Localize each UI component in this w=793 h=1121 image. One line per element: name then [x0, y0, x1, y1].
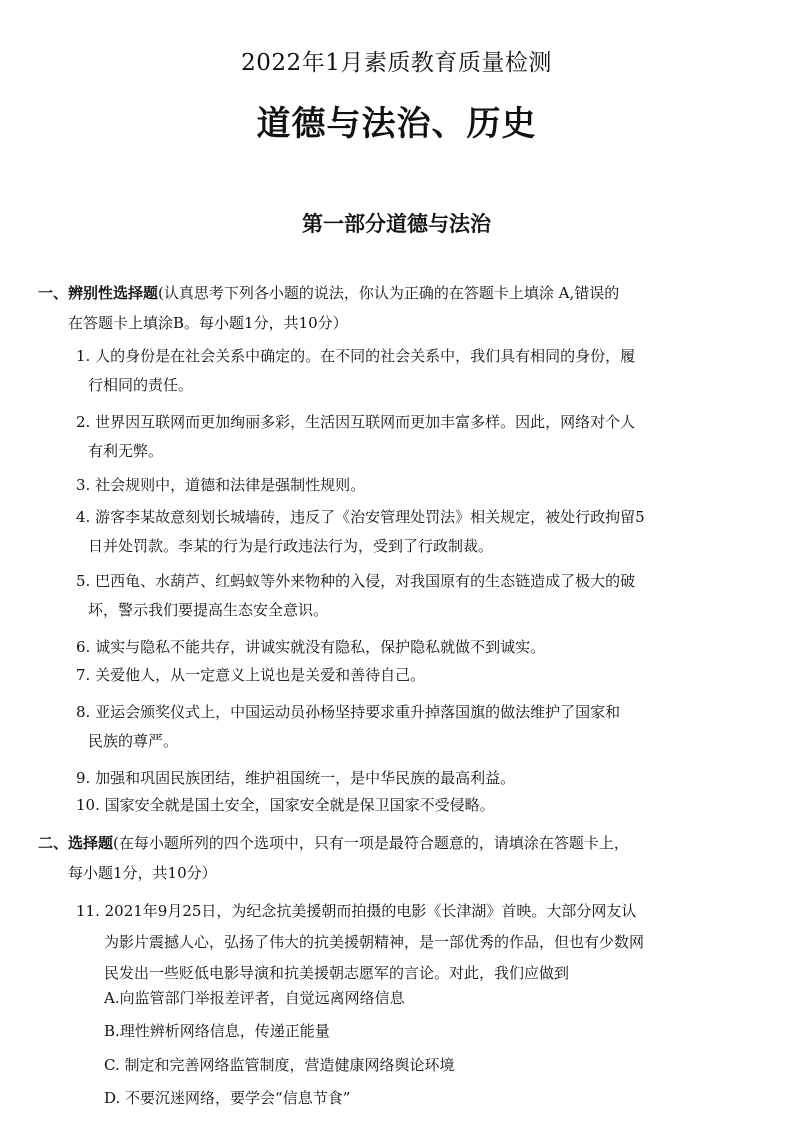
- question-item-5: [76, 567, 758, 625]
- question-text-cont: 坏，警示我们要提高生态安全意识。: [88, 601, 329, 619]
- question-item-10: [76, 791, 758, 820]
- subject-title: 道德与法治、历史: [256, 104, 537, 144]
- question-item-6: [76, 633, 758, 662]
- question-text: 5. 巴西龟、水葫芦、红蚂蚁等外来物种的入侵，对我国原有的生态链造成了极大的破: [76, 572, 636, 590]
- section1-title: 一、辨别性选择题: [38, 284, 159, 302]
- section1-heading: [38, 278, 760, 338]
- option-d: D. 不要沉迷网络，要学会“信息节食”: [104, 1089, 351, 1107]
- question-text: 11. 2021年9月25日，为纪念抗美援朝而拍摄的电影《长津湖》首映。大部分网友认: [76, 902, 637, 920]
- question-item-7: [76, 661, 758, 690]
- question-text: 1. 人的身份是在社会关系中确定的。在不同的社会关系中，我们具有相同的身份，履: [76, 347, 636, 365]
- question-item-8: [76, 698, 758, 756]
- question-item-9: [76, 764, 758, 793]
- section2-instruction-line2: 每小题1分，共10分）: [68, 864, 217, 882]
- question-text-cont: 为影片震撼人心，弘扬了伟大的抗美援朝精神，是一部优秀的作品，但也有少数网: [104, 933, 645, 951]
- question-text: 6. 诚实与隐私不能共存，讲诚实就没有隐私，保护隐私就做不到诚实。: [76, 638, 546, 656]
- question-text-cont: 有利无弊。: [88, 442, 164, 460]
- question-item-4: [76, 503, 758, 561]
- question-text: 2. 世界因互联网而更加绚丽多彩，生活因互联网而更加丰富多样。因此，网络对个人: [76, 413, 636, 431]
- part-title: 第一部分道德与法治: [302, 212, 491, 236]
- option-b: B.理性辨析网络信息，传递正能量: [104, 1022, 330, 1040]
- section2-title: 二、选择题: [38, 834, 114, 852]
- question-text: 10. 国家安全就是国土安全，国家安全就是保卫国家不受侵略。: [76, 796, 495, 814]
- section2-heading: [38, 828, 760, 888]
- question-item-3: [76, 471, 758, 500]
- question-text-cont: 民发出一些贬低电影导演和抗美援朝志愿军的言论。对此，我们应做到: [104, 964, 570, 982]
- question-text: 8. 亚运会颁奖仪式上，中国运动员孙杨坚持要求重升掉落国旗的做法维护了国家和: [76, 703, 621, 721]
- question-text: 7. 关爱他人，从一定意义上说也是关爱和善待自己。: [76, 666, 426, 684]
- question-text: 3. 社会规则中，道德和法律是强制性规则。: [76, 476, 366, 494]
- exam-title: 2022年1月素质教育质量检测: [241, 50, 552, 76]
- question-text-cont: 行相同的责任。: [88, 376, 194, 394]
- section1-instruction-line2: 在答题卡上填涂B。每小题1分，共10分）: [68, 314, 348, 332]
- question-text-cont: 民族的尊严。: [88, 732, 179, 750]
- option-c: C. 制定和完善网络监管制度，营造健康网络舆论环境: [104, 1056, 455, 1074]
- question-item-2: [76, 408, 758, 466]
- section1-instruction-line1: (认真思考下列各小题的说法，你认为正确的在答题卡上填涂 A,错误的: [158, 284, 620, 302]
- question-text: 4. 游客李某故意刻划长城墙砖，违反了《治安管理处罚法》相关规定，被处行政拘留5: [76, 508, 645, 526]
- question-item-11: [76, 896, 760, 989]
- question-text: 9. 加强和巩固民族团结，维护祖国统一，是中华民族的最高利益。: [76, 769, 516, 787]
- section2-instruction-line1: (在每小题所列的四个选项中，只有一项是最符合题意的，请填涂在答题卡上，: [113, 834, 629, 852]
- question-text-cont: 日并处罚款。李某的行为是行政违法行为，受到了行政制裁。: [88, 537, 494, 555]
- option-a: A.向监管部门举报差评者，自觉远离网络信息: [104, 989, 405, 1007]
- question-item-1: [76, 342, 758, 400]
